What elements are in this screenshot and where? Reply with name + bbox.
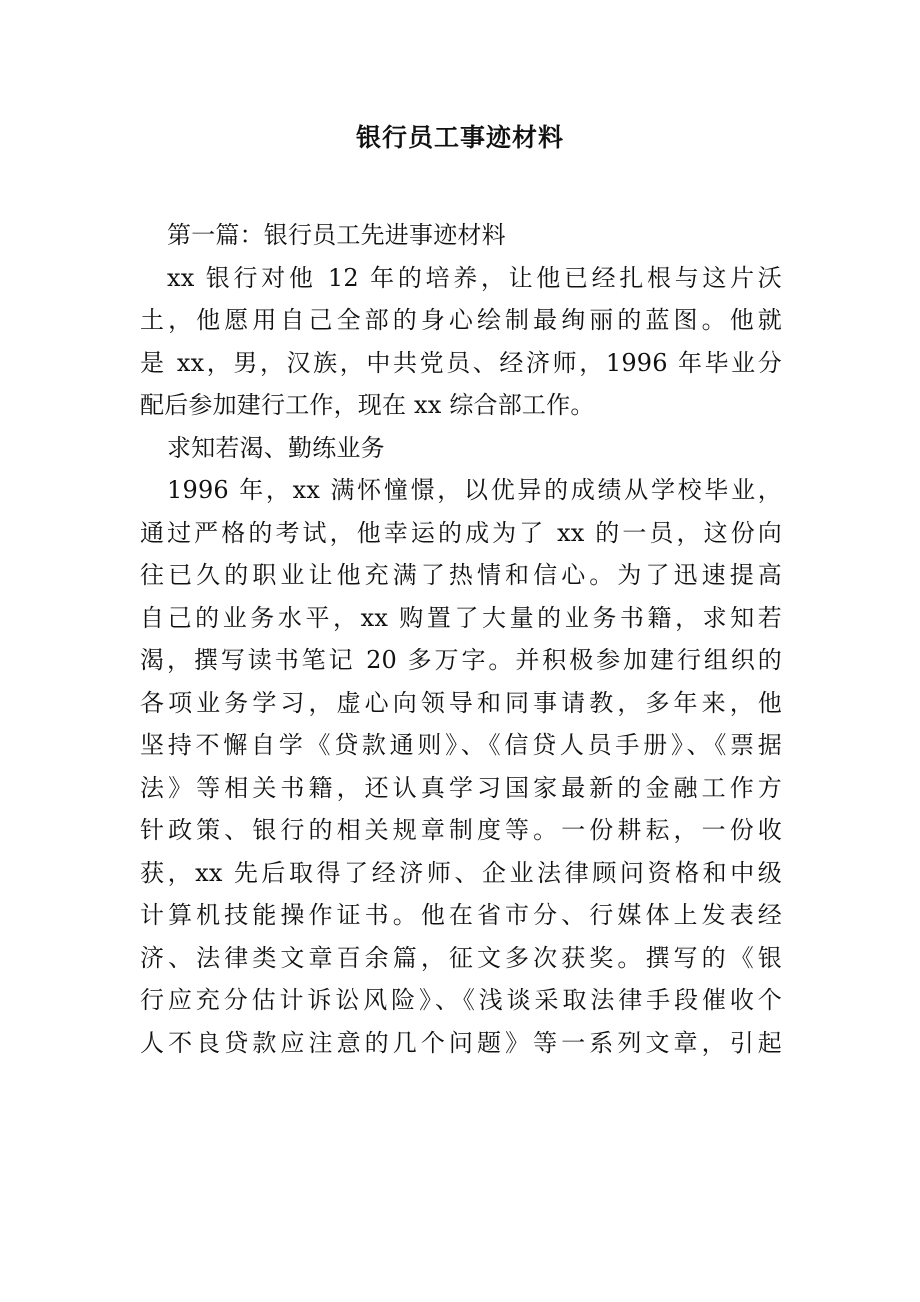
- paragraph-line: 配后参加建行工作，现在 xx 综合部工作。: [140, 391, 595, 419]
- paragraph-line: 各项业务学习，虚心向领导和同事请教，多年来，他: [140, 688, 782, 717]
- paragraph-line: 渴，撰写读书笔记 20 多万字。并积极参加建行组织的: [140, 646, 782, 674]
- paragraph-line: 获，xx 先后取得了经济师、企业法律顾问资格和中级: [140, 858, 782, 887]
- paragraph-line: 坚持不懈自学《贷款通则》、《信贷人员手册》、《票据: [140, 731, 782, 759]
- paragraph-line: 针政策、银行的相关规章制度等。一份耕耘，一份收: [140, 816, 782, 844]
- document-title: 银行员工事迹材料: [355, 123, 564, 152]
- paragraph-line: 土，他愿用自己全部的身心绘制最绚丽的蓝图。他就: [140, 306, 782, 334]
- paragraph-line: 往已久的职业让他充满了热情和信心。为了迅速提高: [140, 561, 782, 589]
- paragraph-line: xx 银行对他 12 年的培养，让他已经扎根与这片沃: [167, 263, 782, 292]
- paragraph-line: 法》等相关书籍，还认真学习国家最新的金融工作方: [140, 773, 782, 802]
- paragraph-line: 自己的业务水平，xx 购置了大量的业务书籍，求知若: [140, 603, 782, 632]
- paragraph-line: 通过严格的考试，他幸运的成为了 xx 的一员，这份向: [140, 518, 782, 547]
- document-body: [140, 214, 782, 1064]
- paragraph-line: 1996 年，xx 满怀憧憬，以优异的成绩从学校毕业，: [167, 476, 782, 504]
- paragraph-line: 求知若渴、勤练业务: [167, 433, 385, 462]
- paragraph-line: 行应充分估计诉讼风险》、《浅谈采取法律手段催收个: [140, 986, 782, 1014]
- paragraph-line: 是 xx，男，汉族，中共党员、经济师，1996 年毕业分: [140, 348, 782, 377]
- paragraph-line: 第一篇：银行员工先进事迹材料: [167, 221, 506, 249]
- paragraph-line: 济、法律类文章百余篇，征文多次获奖。撰写的《银: [140, 943, 782, 972]
- paragraph-line: 计算机技能操作证书。他在省市分、行媒体上发表经: [140, 901, 782, 929]
- paragraph-line: 人不良贷款应注意的几个问题》等一系列文章，引起: [140, 1028, 782, 1057]
